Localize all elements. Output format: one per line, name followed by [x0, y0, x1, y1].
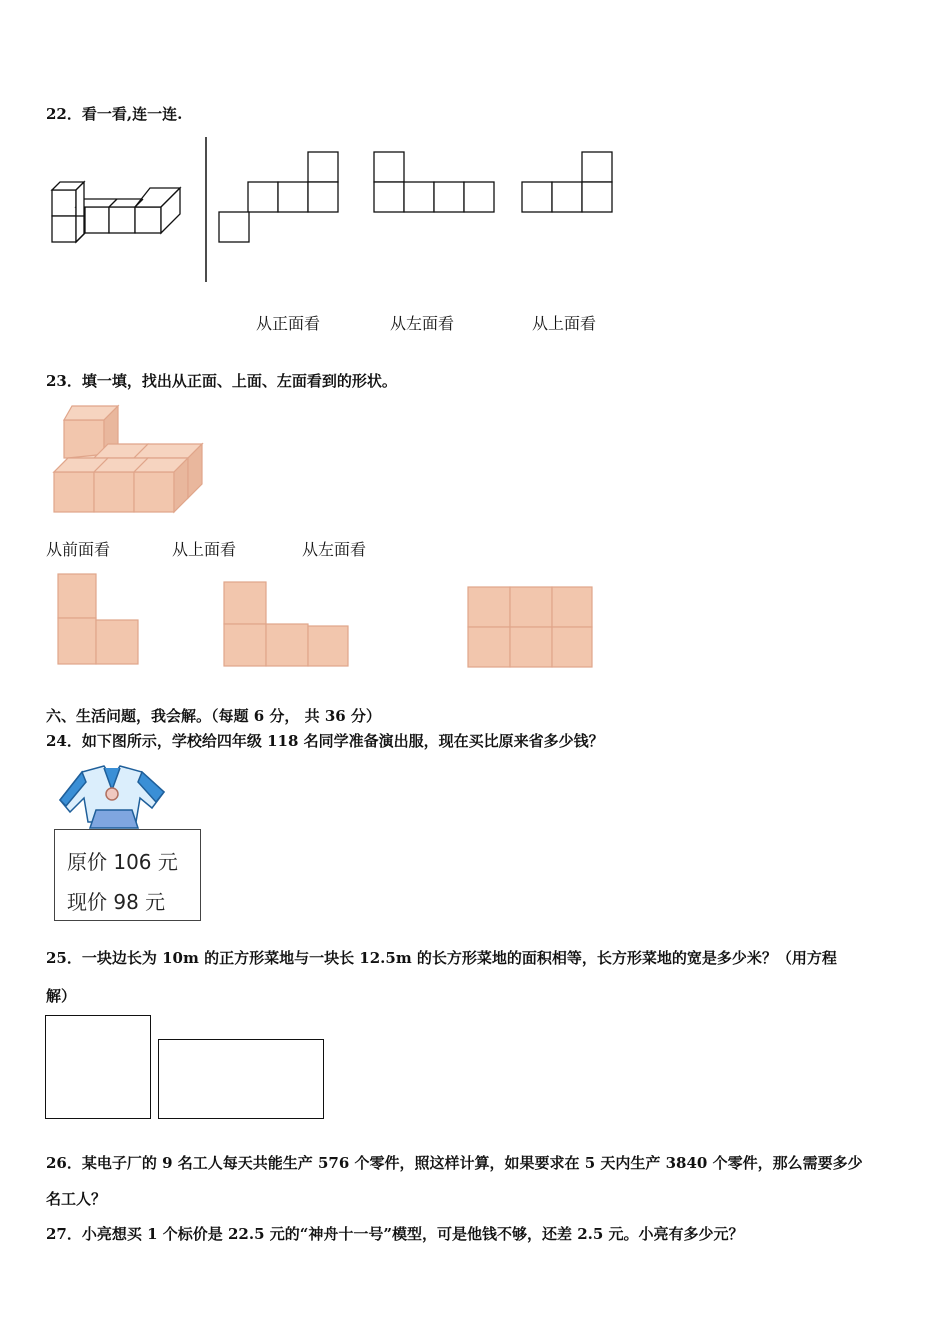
section6-title: 六、生活问题，我会解。（每题 6 分， 共 36 分） [46, 707, 381, 725]
square-garden-box [45, 1015, 151, 1119]
q23-view-shape-1 [56, 572, 146, 667]
q25-line1: 25．一块边长为 10m 的正方形菜地与一块长 12.5m 的长方形菜地的面积相等，长方形菜地的宽是多少米？（用方程 [46, 949, 837, 967]
q23-label-top: 从上面看 [172, 540, 237, 559]
q22-view-shape-3 [520, 150, 615, 215]
q22-label-top: 从上面看 [532, 314, 597, 333]
q23-view-shape-3 [466, 585, 596, 670]
q22-3d-cubes [50, 180, 190, 250]
q23-3d-cubes [50, 402, 210, 517]
price-tag [54, 829, 201, 921]
original-price: 原价 106 元 [67, 850, 178, 874]
q23-title: 23．填一填，找出从正面、上面、左面看到的形状。 [46, 372, 397, 390]
q22-view-shape-1 [218, 150, 343, 245]
costume-icon [52, 762, 172, 832]
q22-divider [204, 137, 208, 282]
q23-label-front: 从前面看 [46, 540, 111, 559]
q26-line2: 名工人？ [46, 1190, 107, 1208]
q22-label-front: 从正面看 [256, 314, 321, 333]
q22-title: 22．看一看,连一连. [46, 105, 183, 123]
q22-label-left: 从左面看 [390, 314, 455, 333]
q27-title: 27．小亮想买 1 个标价是 22.5 元的“神舟十一号”模型，可是他钱不够，还差 2.5 元。小亮有多少元？ [46, 1225, 744, 1243]
q23-view-shape-2 [222, 580, 352, 670]
current-price: 现价 98 元 [67, 890, 166, 914]
q25-line2: 解） [46, 987, 77, 1005]
q24-title: 24．如下图所示，学校给四年级 118 名同学准备演出服，现在买比原来省多少钱？ [46, 732, 604, 750]
q26-line1: 26．某电子厂的 9 名工人每天共能生产 576 个零件，照这样计算，如果要求在 5 天内生产 3840 个零件，那么需要多少 [46, 1154, 863, 1172]
q23-label-left: 从左面看 [302, 540, 367, 559]
q22-view-shape-2 [372, 150, 497, 215]
rectangle-garden-box [158, 1039, 324, 1119]
